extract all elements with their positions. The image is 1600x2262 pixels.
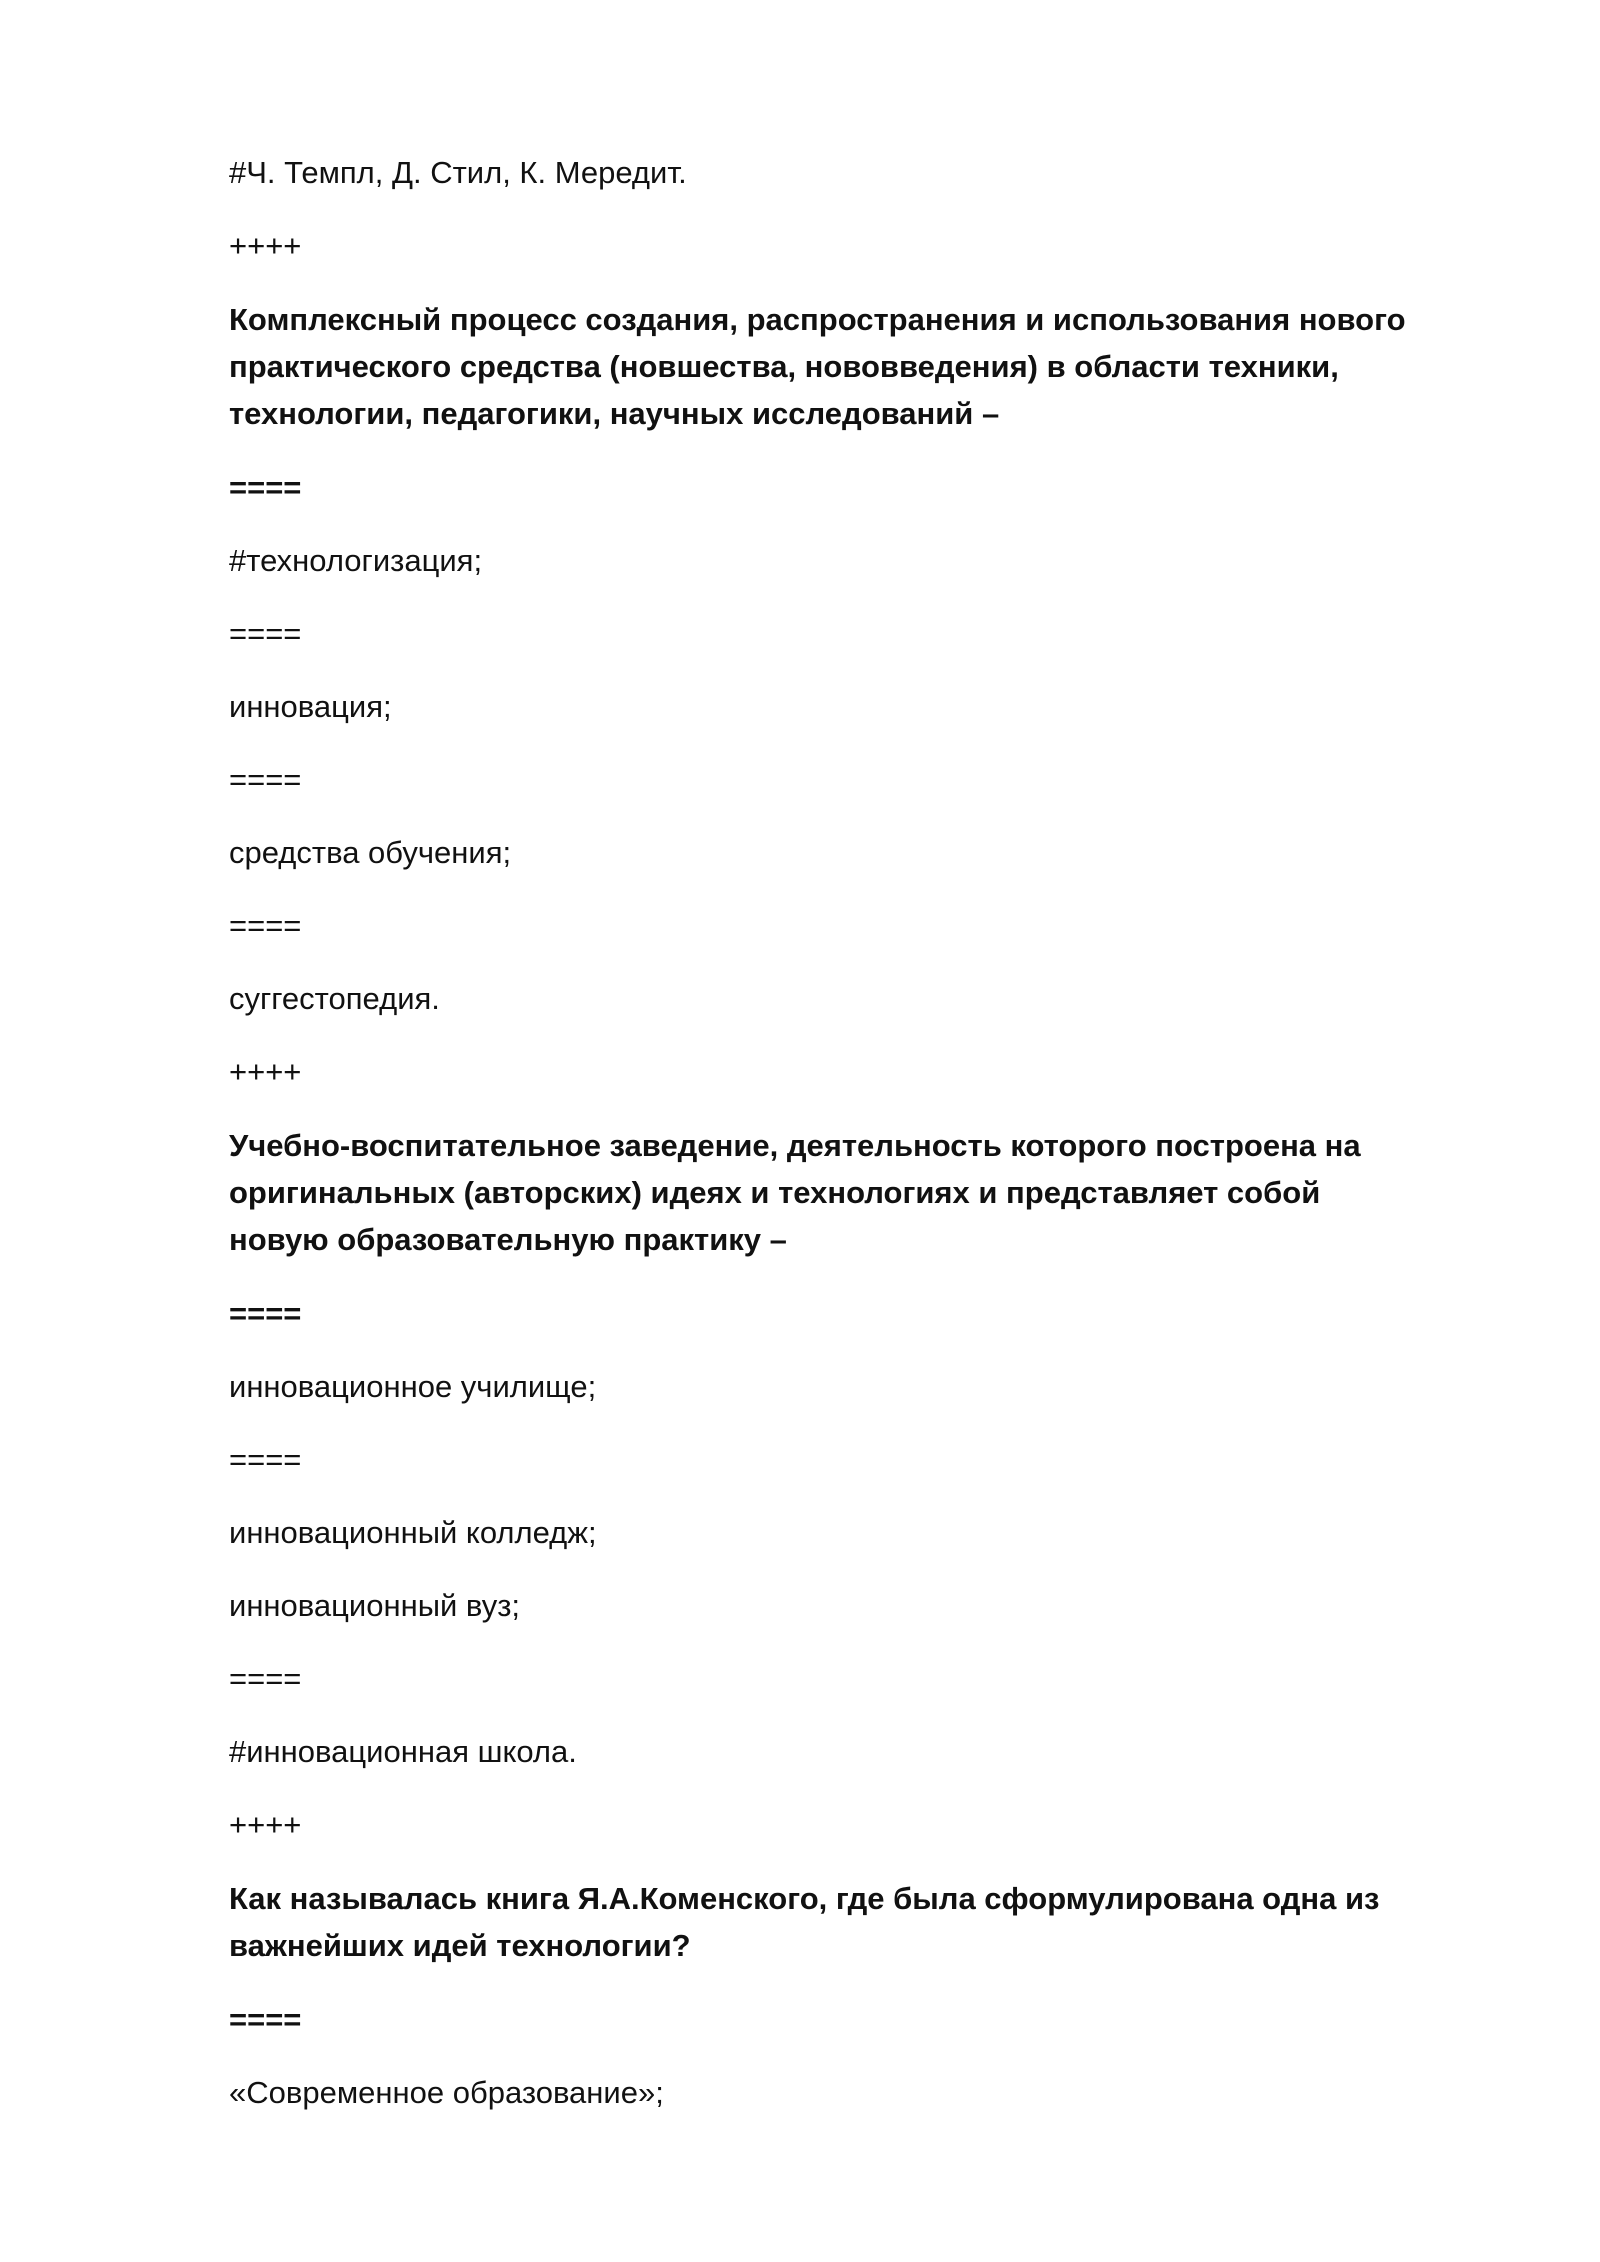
answer-option: инновационный колледж; [229, 1515, 597, 1550]
question-line: оригинальных (авторских) идеях и технологиях и представляет собой [229, 1175, 1321, 1210]
answer-separator: ==== [229, 762, 302, 797]
question-line: практического средства (новшества, нововведения) в области техники, [229, 349, 1339, 384]
question-line: Как называлась книга Я.А.Коменского, где была сформулирована одна из [229, 1881, 1380, 1916]
question-marker: ++++ [229, 228, 302, 263]
question-line: Комплексный процесс создания, распространения и использования нового [229, 302, 1406, 337]
question-line: новую образовательную практику – [229, 1222, 787, 1257]
question-text [229, 1122, 1489, 1263]
answer-option: инновационный вуз; [229, 1588, 521, 1623]
answer-option: средства обучения; [229, 835, 512, 870]
answer-separator: ==== [229, 2002, 302, 2037]
answer-option: #инновационная школа. [229, 1734, 577, 1769]
answer-separator: ==== [229, 616, 302, 651]
answer-separator: ==== [229, 470, 302, 505]
question-marker: ++++ [229, 1054, 302, 1089]
answer-option: #Ч. Темпл, Д. Стил, К. Мередит. [229, 155, 687, 190]
answer-option: инновация; [229, 689, 392, 724]
answer-option: инновационное училище; [229, 1369, 597, 1404]
answer-separator: ==== [229, 1661, 302, 1696]
answer-separator: ==== [229, 1442, 302, 1477]
answer-separator: ==== [229, 1296, 302, 1331]
question-line: важнейших идей технологии? [229, 1928, 691, 1963]
question-line: технологии, педагогики, научных исследований – [229, 396, 1000, 431]
question-line: Учебно-воспитательное заведение, деятельность которого построена на [229, 1128, 1361, 1163]
question-marker: ++++ [229, 1807, 302, 1842]
question-text [229, 1875, 1489, 1969]
answer-separator: ==== [229, 908, 302, 943]
answer-option: «Современное образование»; [229, 2075, 664, 2110]
question-text [229, 296, 1489, 437]
answer-option: суггестопедия. [229, 981, 440, 1016]
document-content [229, 150, 1489, 2116]
answer-option: #технологизация; [229, 543, 483, 578]
